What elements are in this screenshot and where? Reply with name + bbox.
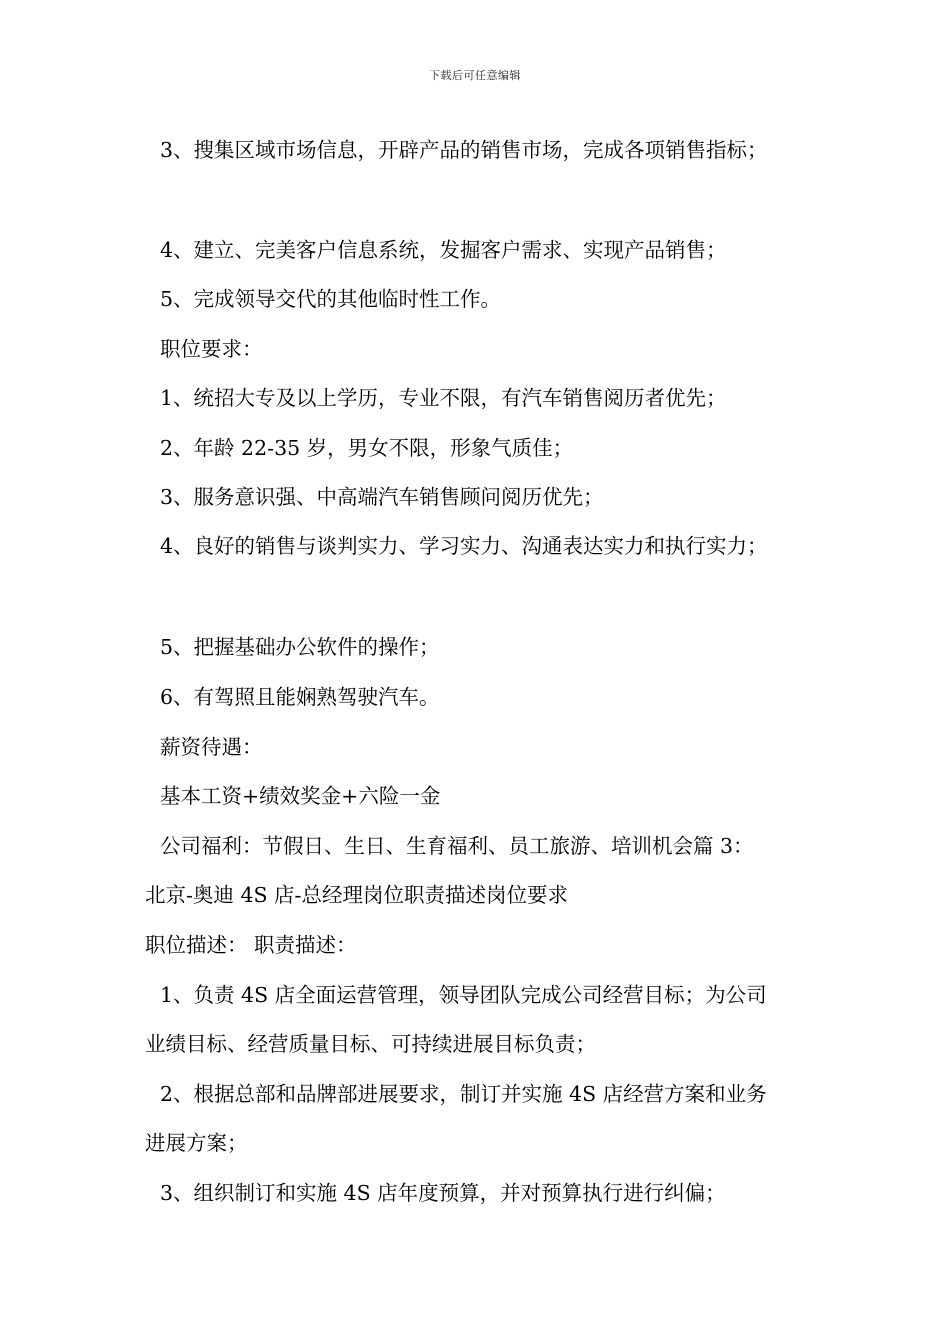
duty-item-4: 4、建立、完美客户信息系统，发掘客户需求、实现产品销售； — [160, 238, 727, 262]
salary-heading: 薪资待遇： — [160, 735, 263, 759]
company-benefits: 公司福利：节假日、生日、生育福利、员工旅游、培训机会篇 3： — [160, 834, 754, 858]
requirement-item-6: 6、有驾照且能娴熟驾驶汽车。 — [160, 685, 440, 709]
requirement-item-3: 3、服务意识强、中高端汽车销售顾问阅历优先； — [160, 485, 604, 509]
job-description-labels: 职位描述： 职责描述： — [145, 933, 357, 957]
gm-duty-item-2: 2、根据总部和品牌部进展要求，制订并实施 4S 店经营方案和业务 — [160, 1082, 767, 1106]
gm-duty-item-1-cont: 业绩目标、经营质量目标、可持续进展目标负责； — [145, 1032, 596, 1056]
requirement-item-5: 5、把握基础办公软件的操作； — [160, 635, 440, 659]
requirements-heading: 职位要求： — [160, 337, 263, 361]
section-title: 北京-奥迪 4S 店-总经理岗位职责描述岗位要求 — [145, 883, 568, 907]
requirement-item-2: 2、年龄 22-35 岁，男女不限，形象气质佳； — [160, 436, 574, 460]
requirement-item-1: 1、统招大专及以上学历，专业不限，有汽车销售阅历者优先； — [160, 386, 727, 410]
requirement-item-4: 4、良好的销售与谈判实力、学习实力、沟通表达实力和执行实力； — [160, 534, 768, 558]
page-header-note: 下载后可任意编辑 — [429, 69, 521, 82]
gm-duty-item-1: 1、负责 4S 店全面运营管理，领导团队完成公司经营目标；为公司 — [160, 983, 767, 1007]
duty-item-5: 5、完成领导交代的其他临时性工作。 — [160, 287, 502, 311]
gm-duty-item-3: 3、组织制订和实施 4S 店年度预算，并对预算执行进行纠偏； — [160, 1181, 726, 1205]
salary-detail: 基本工资+绩效奖金+六险一金 — [160, 784, 441, 808]
duty-item-3: 3、搜集区域市场信息，开辟产品的销售市场，完成各项销售指标； — [160, 138, 768, 162]
gm-duty-item-2-cont: 进展方案； — [145, 1131, 248, 1155]
